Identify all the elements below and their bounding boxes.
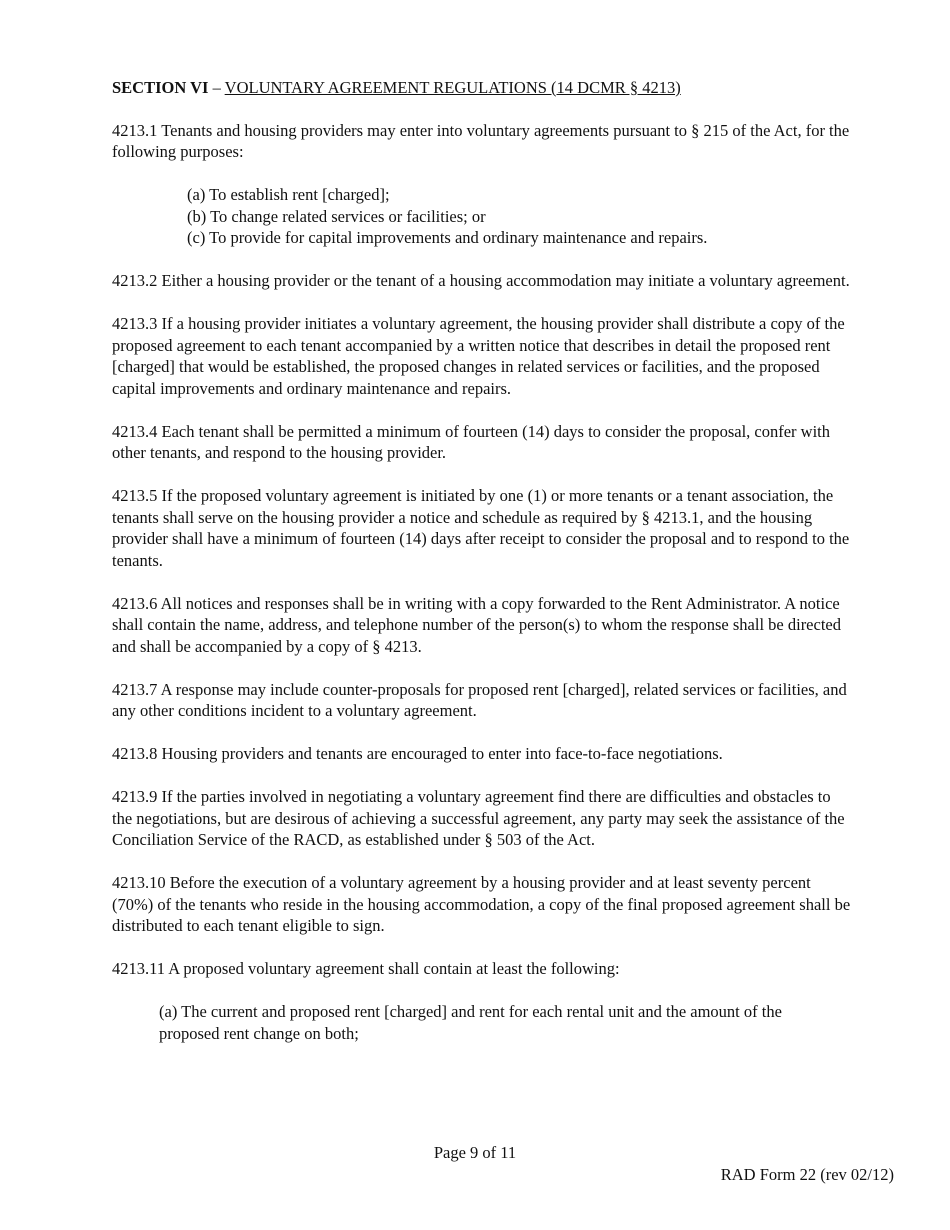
page-number: Page 9 of 11 <box>433 1143 517 1162</box>
paragraph-4213-9: 4213.9 If the parties involved in negotiating a voluntary agreement find there are difficulties and obstacles to the negotiations, but are desirous of achieving a successful agreement, any party may seek the assistance of the Conciliation Service of the RACD, as established under § 503 of the Act. <box>112 787 845 849</box>
paragraph-4213-8: 4213.8 Housing providers and tenants are encouraged to enter into face-to-face negotiations. <box>112 744 723 763</box>
list-item: (b) To change related services or facilities; or <box>187 206 486 226</box>
section-label: SECTION VI <box>112 78 209 97</box>
paragraph-4213-4: 4213.4 Each tenant shall be permitted a minimum of fourteen (14) days to consider the proposal, confer with other tenants, and respond to the housing provider. <box>112 421 831 462</box>
paragraph-4213-11: 4213.11 A proposed voluntary agreement shall contain at least the following: <box>112 959 620 978</box>
list-item: (a) To establish rent [charged]; <box>187 185 390 204</box>
paragraph-4213-7: 4213.7 A response may include counter-proposals for proposed rent [charged], related services or facilities, and any other conditions incident to a voluntary agreement. <box>112 679 847 720</box>
list-item: (a) The current and proposed rent [charged] and rent for each rental unit and the amount of the proposed rent change on both; <box>159 1002 782 1043</box>
section-dash: – <box>208 78 225 97</box>
paragraph-4213-6: 4213.6 All notices and responses shall be in writing with a copy forwarded to the Rent Administrator. A notice shall contain the name, address, and telephone number of the person(s) to whom the response shall be directed and shall be accompanied by a copy of § 4213. <box>112 593 841 656</box>
paragraph-4213-2: 4213.2 Either a housing provider or the tenant of a housing accommodation may initiate a voluntary agreement. <box>112 271 850 290</box>
paragraph-4213-1: 4213.1 Tenants and housing providers may enter into voluntary agreements pursuant to § 215 of the Act, for the following purposes: <box>112 120 850 161</box>
section-title: VOLUNTARY AGREEMENT REGULATIONS (14 DCMR § 4213) <box>224 78 681 97</box>
document-page <box>112 77 852 1044</box>
paragraph-4213-10: 4213.10 Before the execution of a voluntary agreement by a housing provider and at least seventy percent (70%) of the tenants who reside in the housing accommodation, a copy of the final proposed agreement shall be distributed to each tenant eligible to sign. <box>112 873 851 935</box>
list-item: (c) To provide for capital improvements and ordinary maintenance and repairs. <box>187 228 708 247</box>
section-heading <box>112 77 852 99</box>
paragraph-4213-5: 4213.5 If the proposed voluntary agreement is initiated by one (1) or more tenants or a tenant association, the tenants shall serve on the housing provider a notice and schedule as required by § 4213.1, and the housing provider shall have a minimum of fourteen (14) days after receipt to consider the proposal and to respond to the tenants. <box>112 486 850 570</box>
purposes-list <box>187 184 852 249</box>
form-revision: RAD Form 22 (rev 02/12) <box>720 1165 894 1184</box>
contents-list <box>159 1001 799 1044</box>
paragraph-4213-3: 4213.3 If a housing provider initiates a voluntary agreement, the housing provider shall distribute a copy of the proposed agreement to each tenant accompanied by a written notice that describes in detail the proposed rent [charged] that would be established, the proposed changes in related services or facilities, and the proposed capital improvements and ordinary maintenance and repairs. <box>112 314 845 398</box>
